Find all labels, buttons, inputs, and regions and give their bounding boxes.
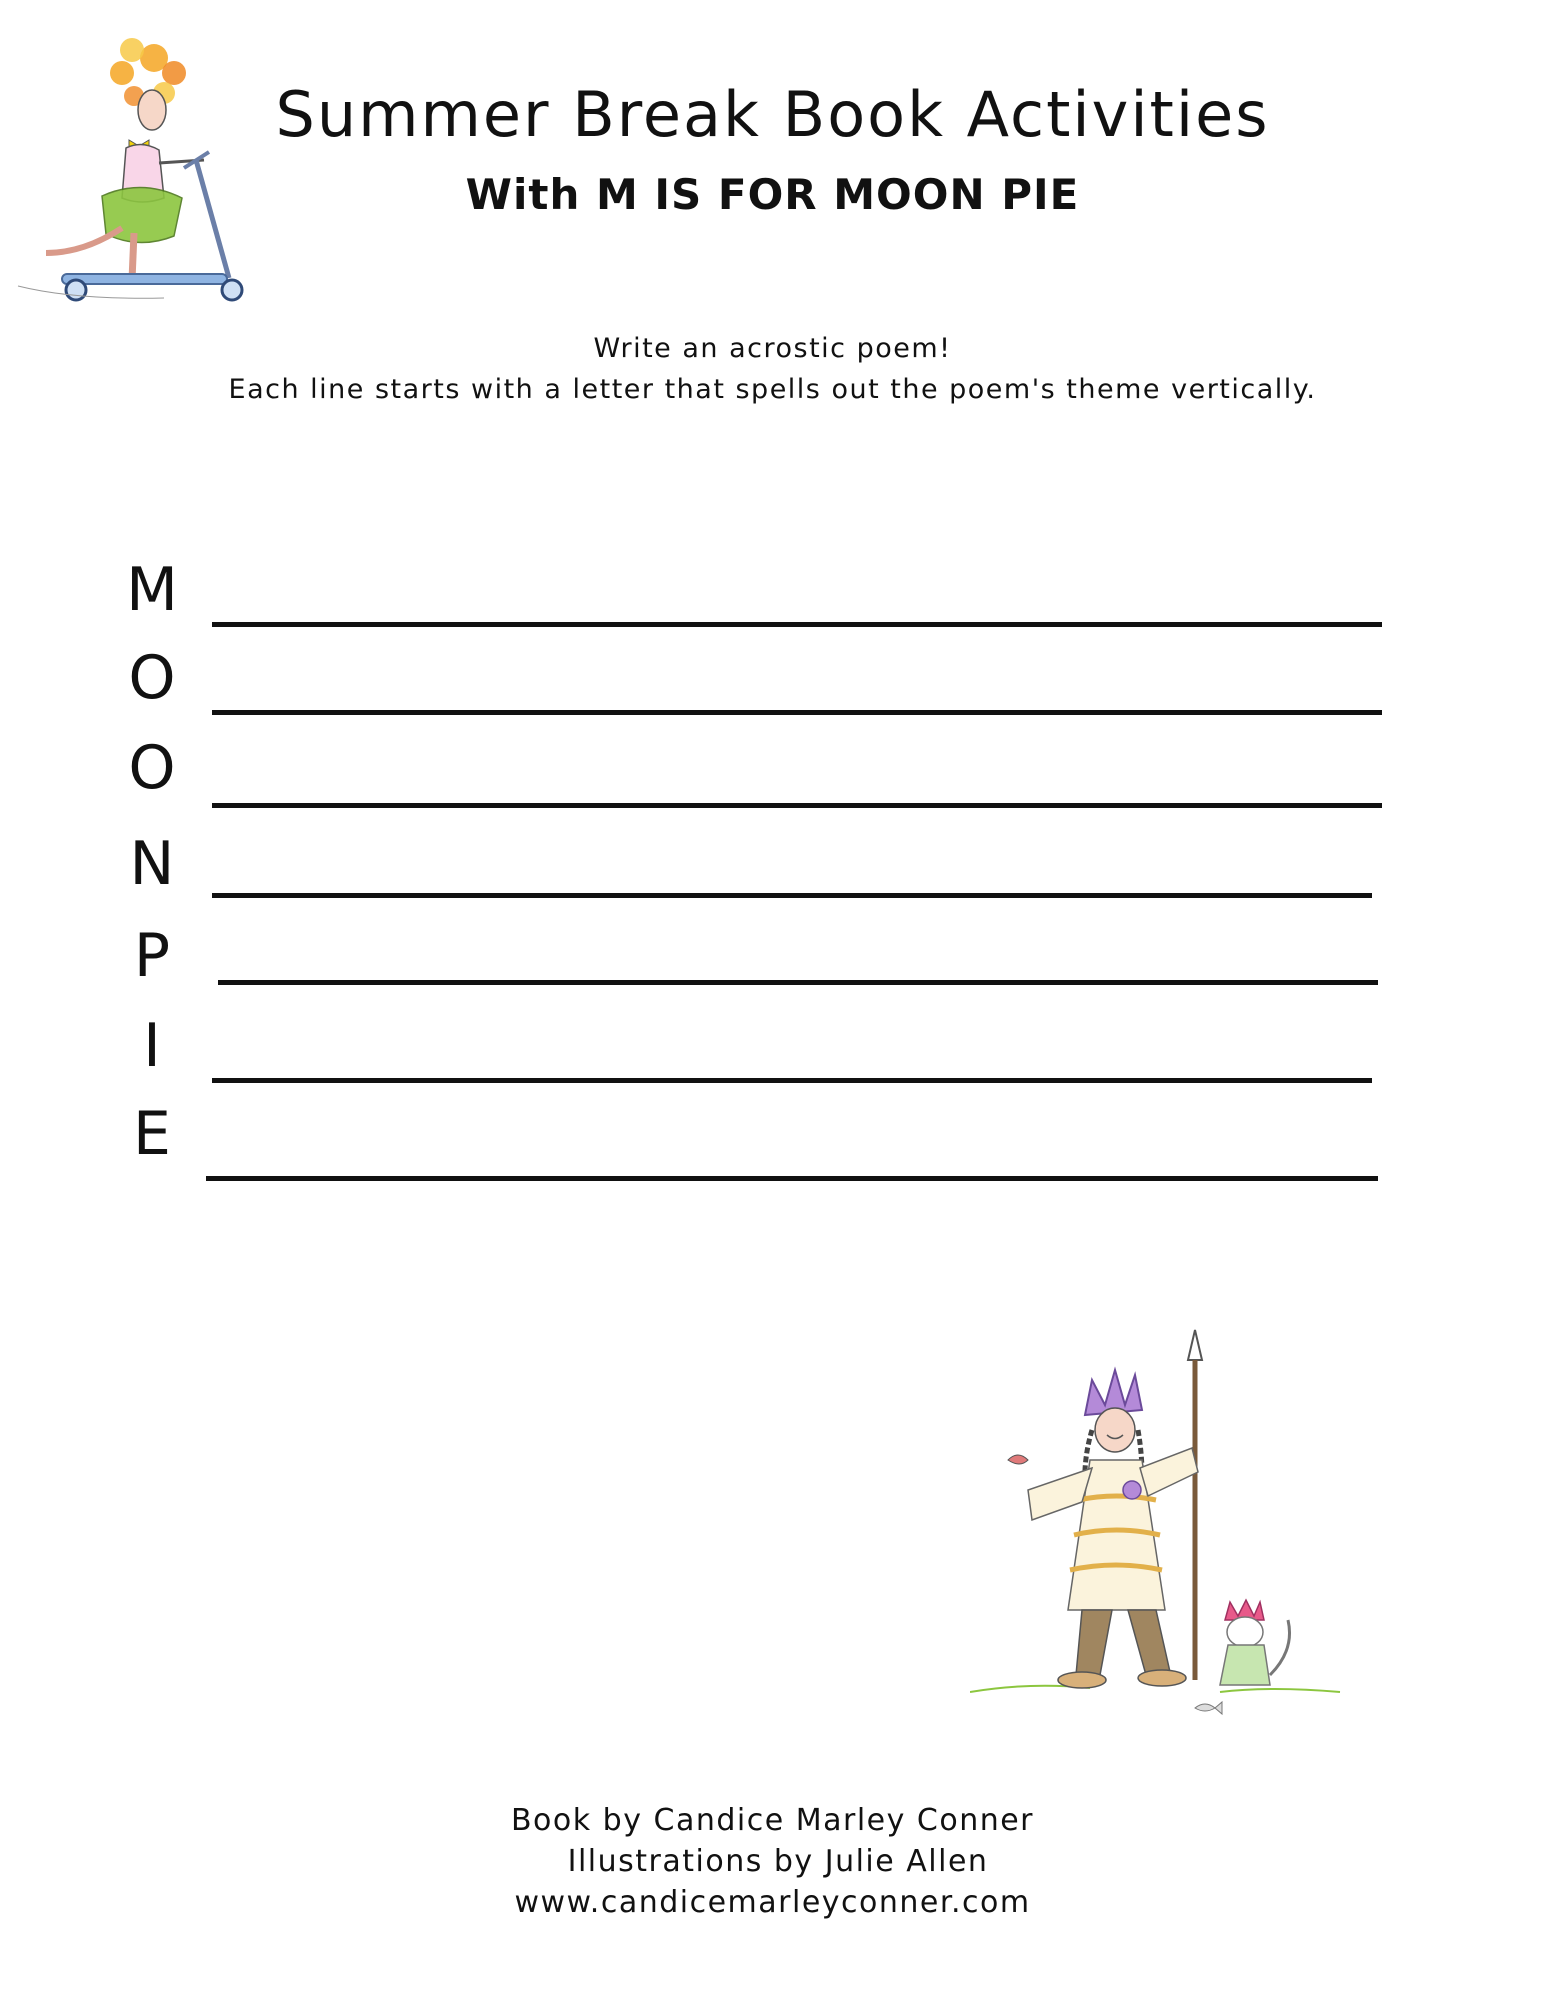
illustrator-credit: Illustrations by Julie Allen bbox=[556, 1844, 989, 1879]
page-title: Summer Break Book Activities bbox=[275, 78, 1270, 151]
acrostic-letter: N bbox=[129, 829, 175, 899]
acrostic-letter: M bbox=[126, 555, 178, 625]
credits-footer bbox=[0, 1800, 1545, 1923]
writing-line[interactable] bbox=[212, 803, 1382, 808]
website-link[interactable]: www.candicemarleyconner.com bbox=[514, 1885, 1031, 1920]
acrostic-letter: P bbox=[133, 921, 171, 991]
writing-line[interactable] bbox=[218, 980, 1378, 985]
writing-line[interactable] bbox=[212, 893, 1372, 898]
instructions-line-1: Write an acrostic poem! bbox=[593, 333, 952, 364]
acrostic-letter: O bbox=[128, 643, 176, 713]
author-credit: Book by Candice Marley Conner bbox=[510, 1803, 1035, 1838]
acrostic-letter: E bbox=[133, 1099, 171, 1169]
writing-line[interactable] bbox=[212, 710, 1382, 715]
cat-icon bbox=[1220, 1600, 1290, 1685]
writing-line[interactable] bbox=[206, 1176, 1378, 1181]
acrostic-letter: I bbox=[143, 1011, 161, 1081]
writing-line[interactable] bbox=[212, 622, 1382, 627]
page-subtitle: With M IS FOR MOON PIE bbox=[465, 170, 1080, 219]
instructions-line-2: Each line starts with a letter that spells out the poem's theme vertically. bbox=[228, 374, 1317, 405]
acrostic-letter: O bbox=[128, 733, 176, 803]
warrior-with-cat-illustration bbox=[970, 1320, 1350, 1760]
writing-line[interactable] bbox=[212, 1078, 1372, 1083]
